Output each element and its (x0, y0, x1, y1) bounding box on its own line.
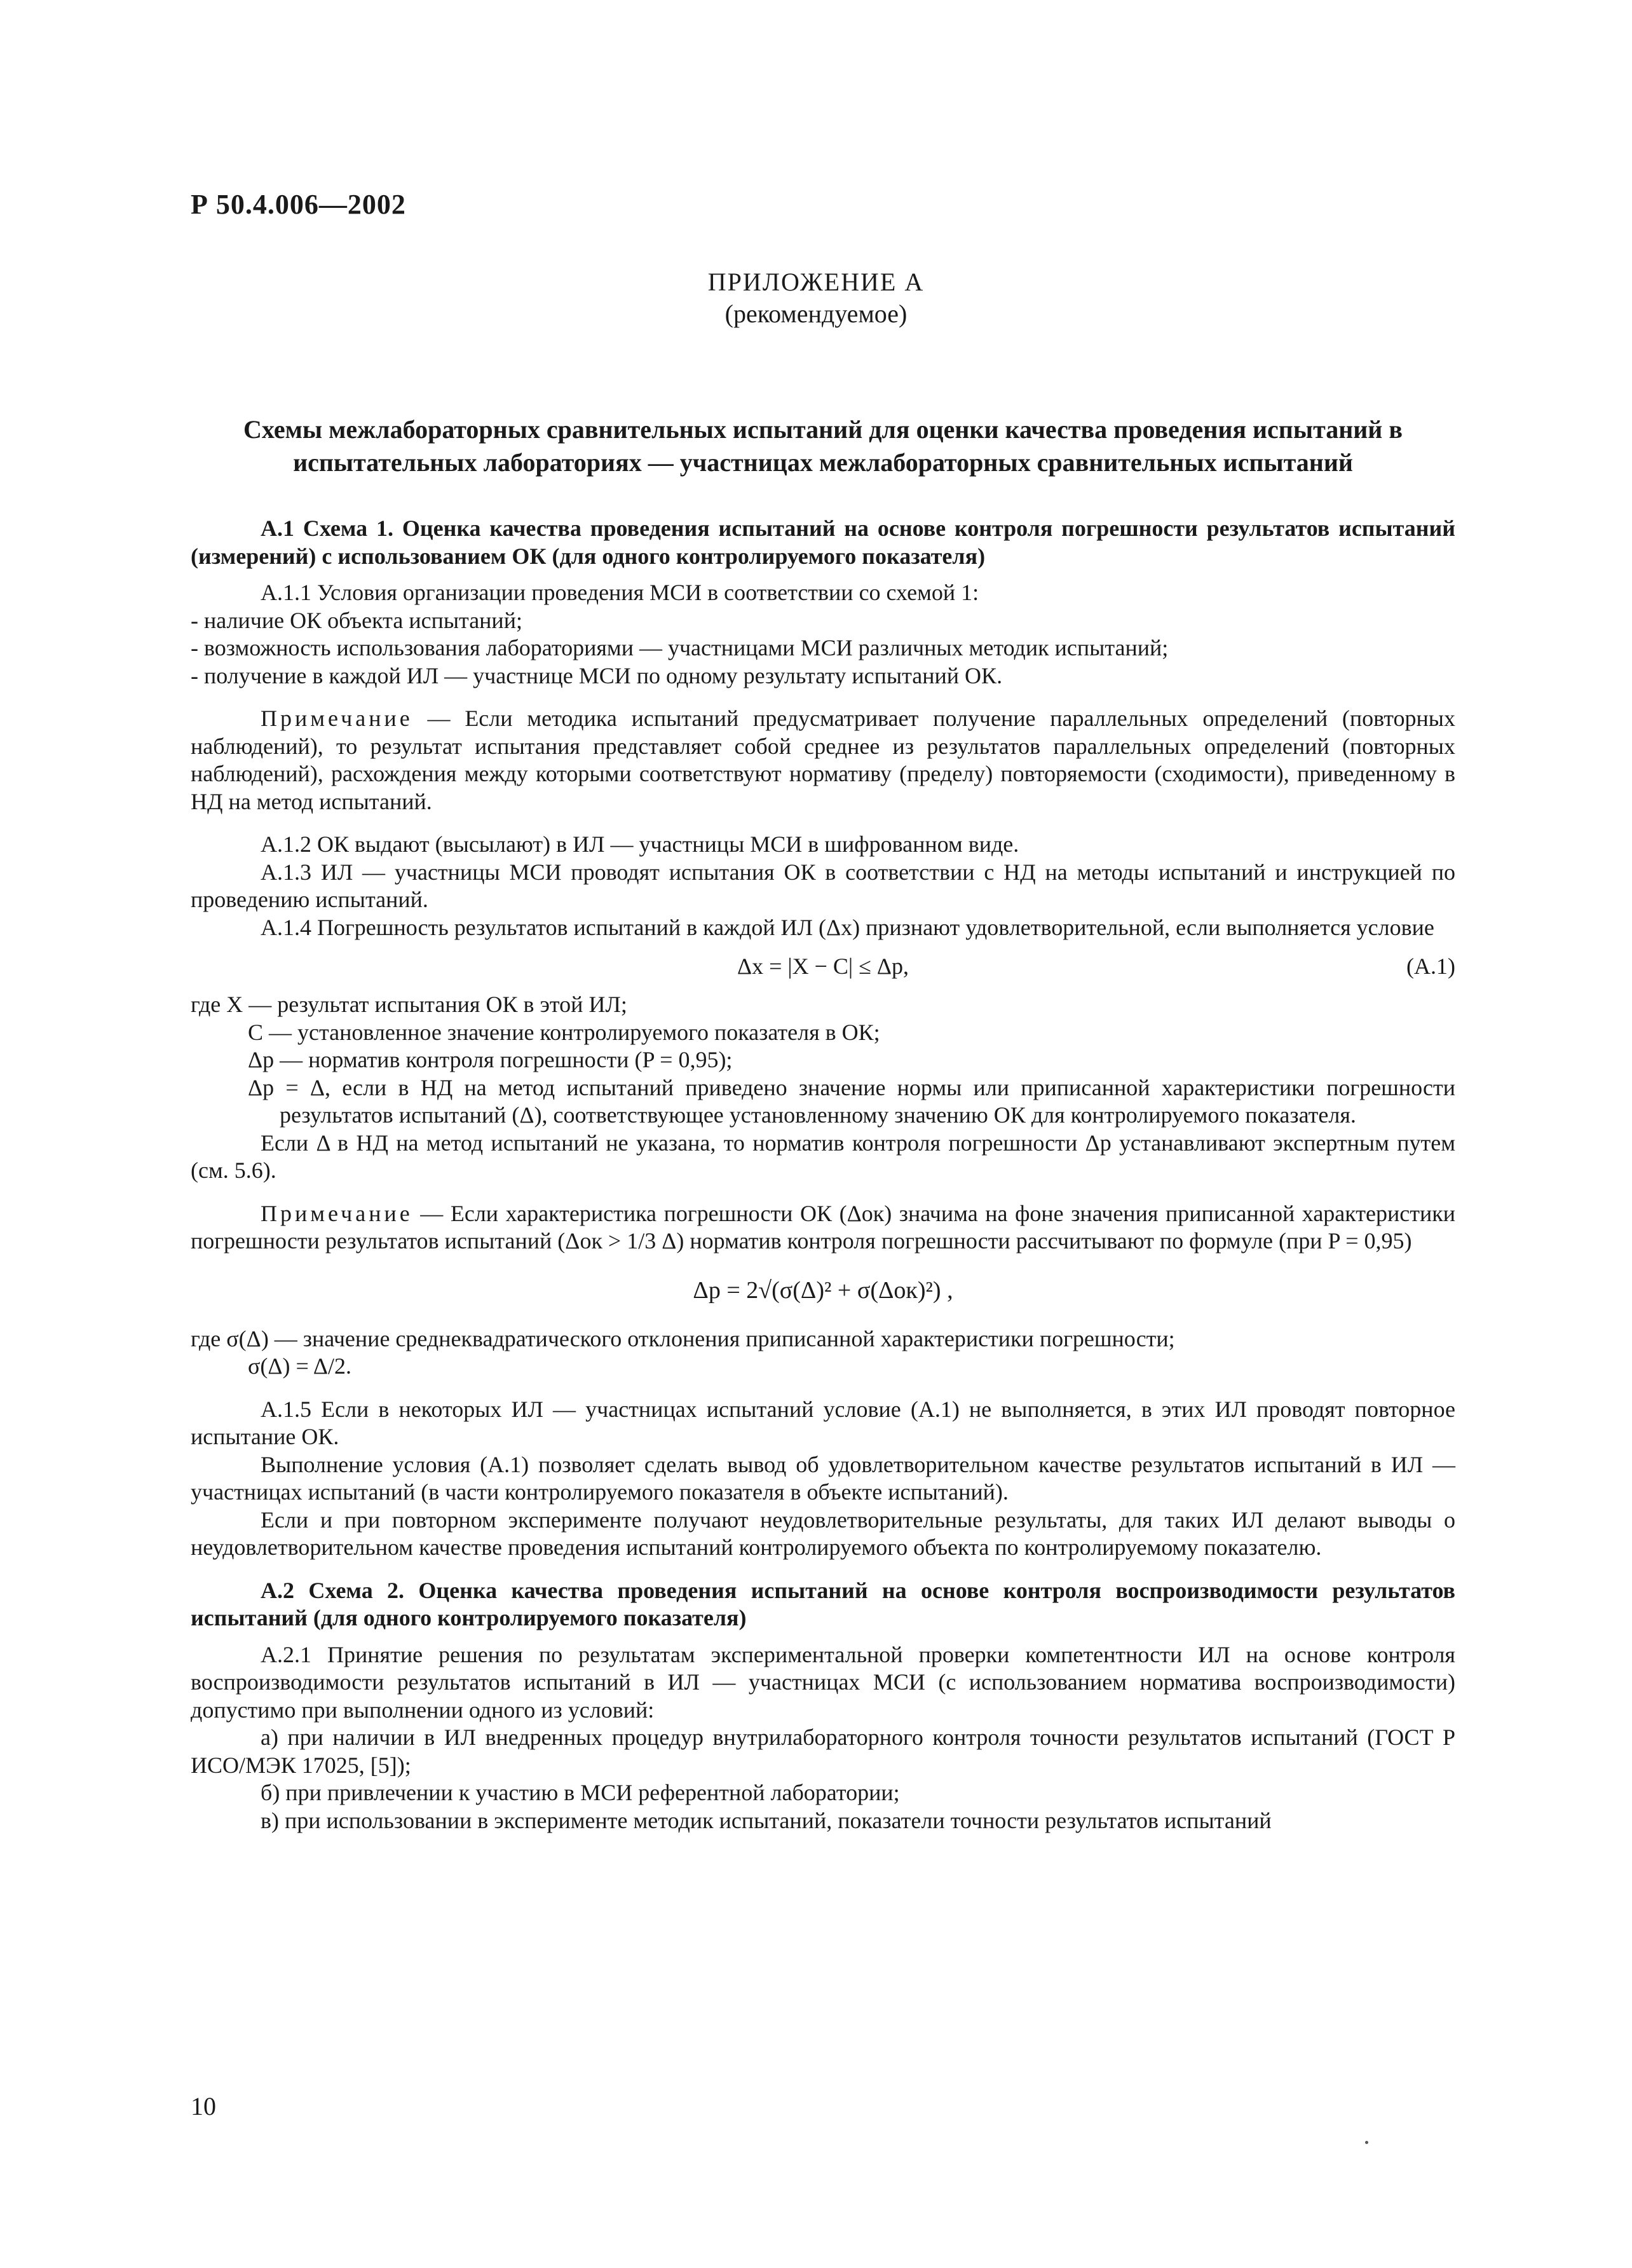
scan-speck (1365, 2141, 1368, 2144)
formula-a1 (191, 941, 1455, 991)
if-delta-not-specified: Если Δ в НД на метод испытаний не указана, то норматив контроля погрешности Δp устанавливают экспертным путем (см. 5.6). (191, 1130, 1455, 1183)
clause-a14: А.1.4 Погрешность результатов испытаний в каждой ИЛ (Δx) признают удовлетворительной, если выполняется условие (261, 914, 1434, 940)
list-item: - возможность использования лабораториями — участницами МСИ различных методик испытаний; (191, 635, 1169, 660)
clause-a13: А.1.3 ИЛ — участницы МСИ проводят испытания ОК в соответствии с НД на методы испытаний и инструкцией по проведению испытаний. (191, 859, 1455, 912)
note-text: — Если методика испытаний предусматривает получение параллельных определений (повторных наблюдений), то результат испытания представляет собой среднее из результатов параллельных определений (повторных наблюдений), расхождения между которыми соответствуют нормативу (пределу) повторяемости (сходимости), приведенному в НД на метод испытаний. (191, 706, 1455, 814)
note-text: — Если характеристика погрешности ОК (Δок) значима на фоне значения приписанной характеристики погрешности результатов испытаний (Δок > 1/3 Δ) норматив контроля погрешности рассчитывают по формуле (при P = 0,95) (191, 1200, 1455, 1254)
section-a1-heading: А.1 Схема 1. Оценка качества проведения испытаний на основе контроля погрешности результатов испытаний (измерений) с использованием ОК (для одного контролируемого показателя) (191, 516, 1455, 569)
list-item: в) при использовании в эксперименте методик испытаний, показатели точности результатов испытаний (261, 1807, 1272, 1833)
list-item: а) при наличии в ИЛ внедренных процедур внутрилабораторного контроля точности результатов испытаний (ГОСТ Р ИСО/МЭК 17025, [5]); (191, 1725, 1455, 1778)
document-code: Р 50.4.006—2002 (191, 189, 406, 220)
appendix-title: ПРИЛОЖЕНИЕ А (707, 268, 925, 296)
note-2 (191, 1200, 1455, 1255)
where-c: C — установленное значение контролируемого показателя в ОК; (248, 1019, 880, 1045)
clause-a12: А.1.2 ОК выдают (высылают) в ИЛ — участницы МСИ в шифрованном виде. (261, 831, 1019, 857)
page-number: 10 (191, 2092, 216, 2121)
document-body (191, 515, 1455, 1834)
note-1 (191, 705, 1455, 816)
clause-a11-intro: А.1.1 Условия организации проведения МСИ в соответствии со схемой 1: (261, 580, 979, 605)
list-item: - наличие ОК объекта испытаний; (191, 607, 522, 633)
list-item: б) при привлечении к участию в МСИ референтной лаборатории; (261, 1780, 900, 1805)
where-sigma: где σ(Δ) — значение среднеквадратического отклонения приписанной характеристики погрешности; (191, 1325, 1175, 1351)
note-label: Примечание (261, 706, 413, 731)
clause-a15-p3: Если и при повторном эксперименте получают неудовлетворительные результаты, для таких ИЛ делают выводы о неудовлетворительном качестве проведения испытаний контролируемого объекта по контролируемому показателю. (191, 1506, 1455, 1560)
clause-a21: А.2.1 Принятие решения по результатам экспериментальной проверки компетентности ИЛ на основе контроля воспроизводимости результатов испытаний в ИЛ — участницах МСИ (с использованием норматива воспроизводимости) допустимо при выполнении одного из условий: (191, 1641, 1455, 1723)
clause-a15: А.1.5 Если в некоторых ИЛ — участницах испытаний условие (А.1) не выполняется, в этих ИЛ проводят повторное испытание ОК. (191, 1396, 1455, 1449)
where-x: где X — результат испытания ОК в этой ИЛ; (191, 992, 627, 1017)
appendix-subtitle: (рекомендуемое) (724, 299, 908, 328)
note-label: Примечание (261, 1200, 413, 1226)
section-a2-heading: А.2 Схема 2. Оценка качества проведения испытаний на основе контроля воспроизводимости результатов испытаний (для одного контролируемого показателя) (191, 1577, 1455, 1630)
sigma-value: σ(Δ) = Δ/2. (248, 1353, 352, 1379)
formula-a1-expression: Δx = |X − C| ≤ Δp, (737, 953, 909, 979)
list-item: - получение в каждой ИЛ — участнице МСИ по одному результату испытаний ОК. (191, 662, 1003, 688)
clause-a15-p2: Выполнение условия (А.1) позволяет сделать вывод об удовлетворительном качестве результатов испытаний в ИЛ — участницах испытаний (в части контролируемого показателя в объекте испытаний). (191, 1451, 1455, 1505)
formula-delta-p: Δp = 2√(σ(Δ)² + σ(Δок)²) , (693, 1276, 953, 1304)
where-delta-p-equals: Δp = Δ, если в НД на метод испытаний приведено значение нормы или приписанной характеристики погрешности результатов испытаний (Δ), соответствующее установленному значению ОК для контролируемого показателя. (248, 1074, 1455, 1128)
formula-a1-number: (А.1) (1406, 953, 1455, 979)
where-delta-p: Δp — норматив контроля погрешности (P = 0,95); (248, 1047, 733, 1072)
main-title: Схемы межлабораторных сравнительных испытаний для оценки качества проведения испытаний в испытательных лабораториях — участницах межлабораторных сравнительных испытаний (243, 415, 1403, 477)
